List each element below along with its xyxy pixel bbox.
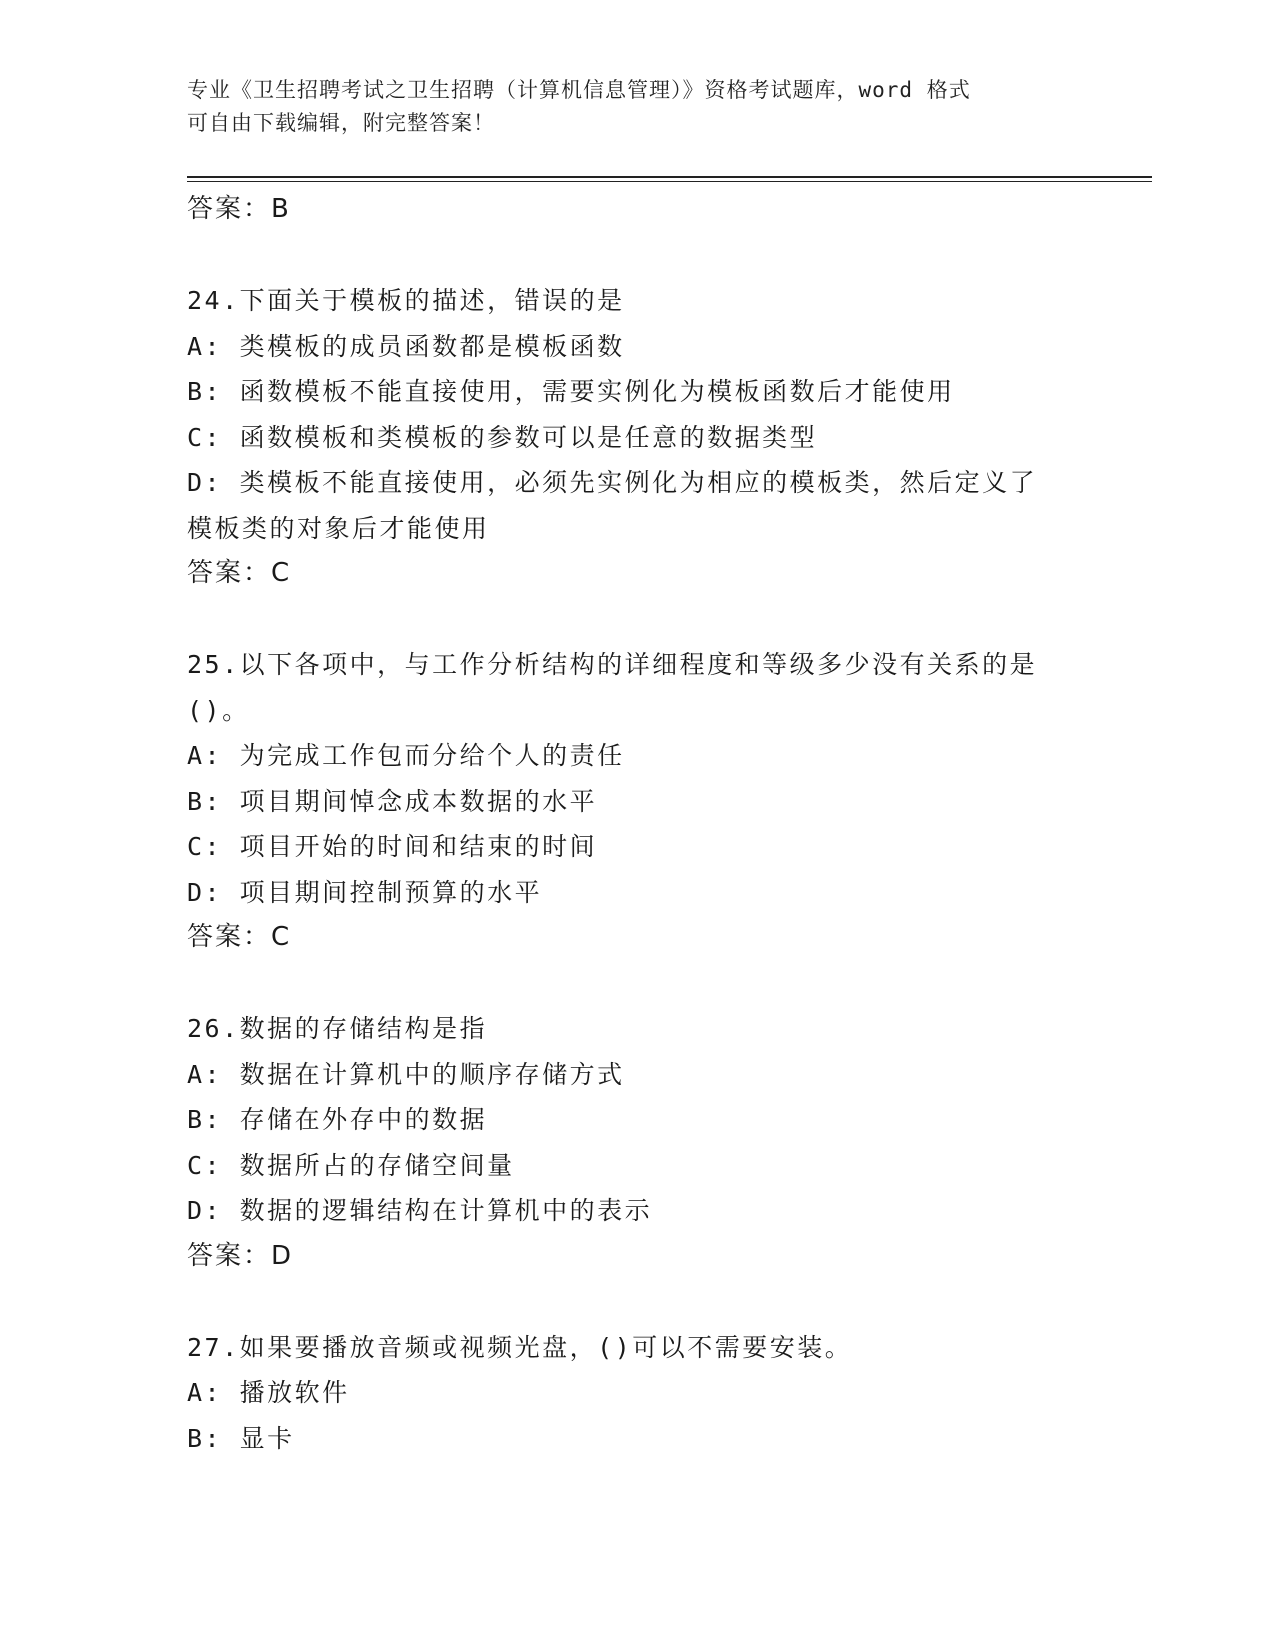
spacer [187, 1279, 1087, 1325]
header-divider [187, 176, 1152, 178]
option-text: D: 数据的逻辑结构在计算机中的表示 [187, 1196, 653, 1225]
answer-value: C [271, 558, 291, 588]
answer-value: D [271, 1240, 293, 1271]
option-text: A: 类模板的成员函数都是模板函数 [187, 331, 625, 361]
header-line: 专业《卫生招聘考试之卫生招聘（计算机信息管理）》资格考试题库，word 格式 [187, 78, 971, 102]
question-text: ()。 [187, 695, 250, 725]
question-block [187, 642, 1087, 961]
option-text: C: 数据所占的存储空间量 [187, 1150, 515, 1180]
option-text: A: 播放软件 [187, 1378, 350, 1407]
option-text: B: 项目期间悼念成本数据的水平 [187, 786, 598, 816]
answer-label: 答案： [187, 194, 272, 224]
question-block [187, 278, 1087, 597]
answer-line [187, 1234, 1087, 1280]
option-text: D: 类模板不能直接使用，必须先实例化为相应的模板类，然后定义了 [187, 468, 1038, 497]
spacer [187, 597, 1087, 643]
question-block [187, 1325, 1087, 1462]
option-text: A: 为完成工作包而分给个人的责任 [187, 741, 625, 770]
header-line: 可自由下载编辑，附完整答案！ [187, 111, 495, 135]
document-header [187, 74, 1067, 140]
answer-line [187, 187, 1087, 233]
answer-value: C [271, 922, 291, 952]
answer-label: 答案： [187, 1240, 272, 1271]
answer-value: B [271, 194, 290, 224]
answer-line [187, 915, 1087, 961]
option-text: B: 显卡 [187, 1423, 295, 1453]
option-text: B: 函数模板不能直接使用，需要实例化为模板函数后才能使用 [187, 377, 955, 406]
answer-label: 答案： [187, 922, 272, 952]
option-text: C: 函数模板和类模板的参数可以是任意的数据类型 [187, 422, 818, 452]
question-text: 25.以下各项中，与工作分析结构的详细程度和等级多少没有关系的是 [187, 650, 1038, 679]
question-text: 26.数据的存储结构是指 [187, 1014, 488, 1043]
option-text: B: 存储在外存中的数据 [187, 1105, 488, 1134]
answer-label: 答案： [187, 558, 272, 588]
answer-line [187, 551, 1087, 597]
question-text: 27.如果要播放音频或视频光盘，()可以不需要安装。 [187, 1332, 853, 1362]
question-block [187, 1006, 1087, 1279]
spacer [187, 961, 1087, 1007]
question-text: 24.下面关于模板的描述，错误的是 [187, 286, 625, 315]
option-text: A: 数据在计算机中的顺序存储方式 [187, 1059, 625, 1089]
header-divider [187, 181, 1152, 182]
option-text: C: 项目开始的时间和结束的时间 [187, 832, 598, 861]
option-text: 模板类的对象后才能使用 [187, 513, 490, 543]
spacer [187, 233, 1087, 279]
option-text: D: 项目期间控制预算的水平 [187, 877, 543, 907]
question-list [187, 187, 1087, 1461]
